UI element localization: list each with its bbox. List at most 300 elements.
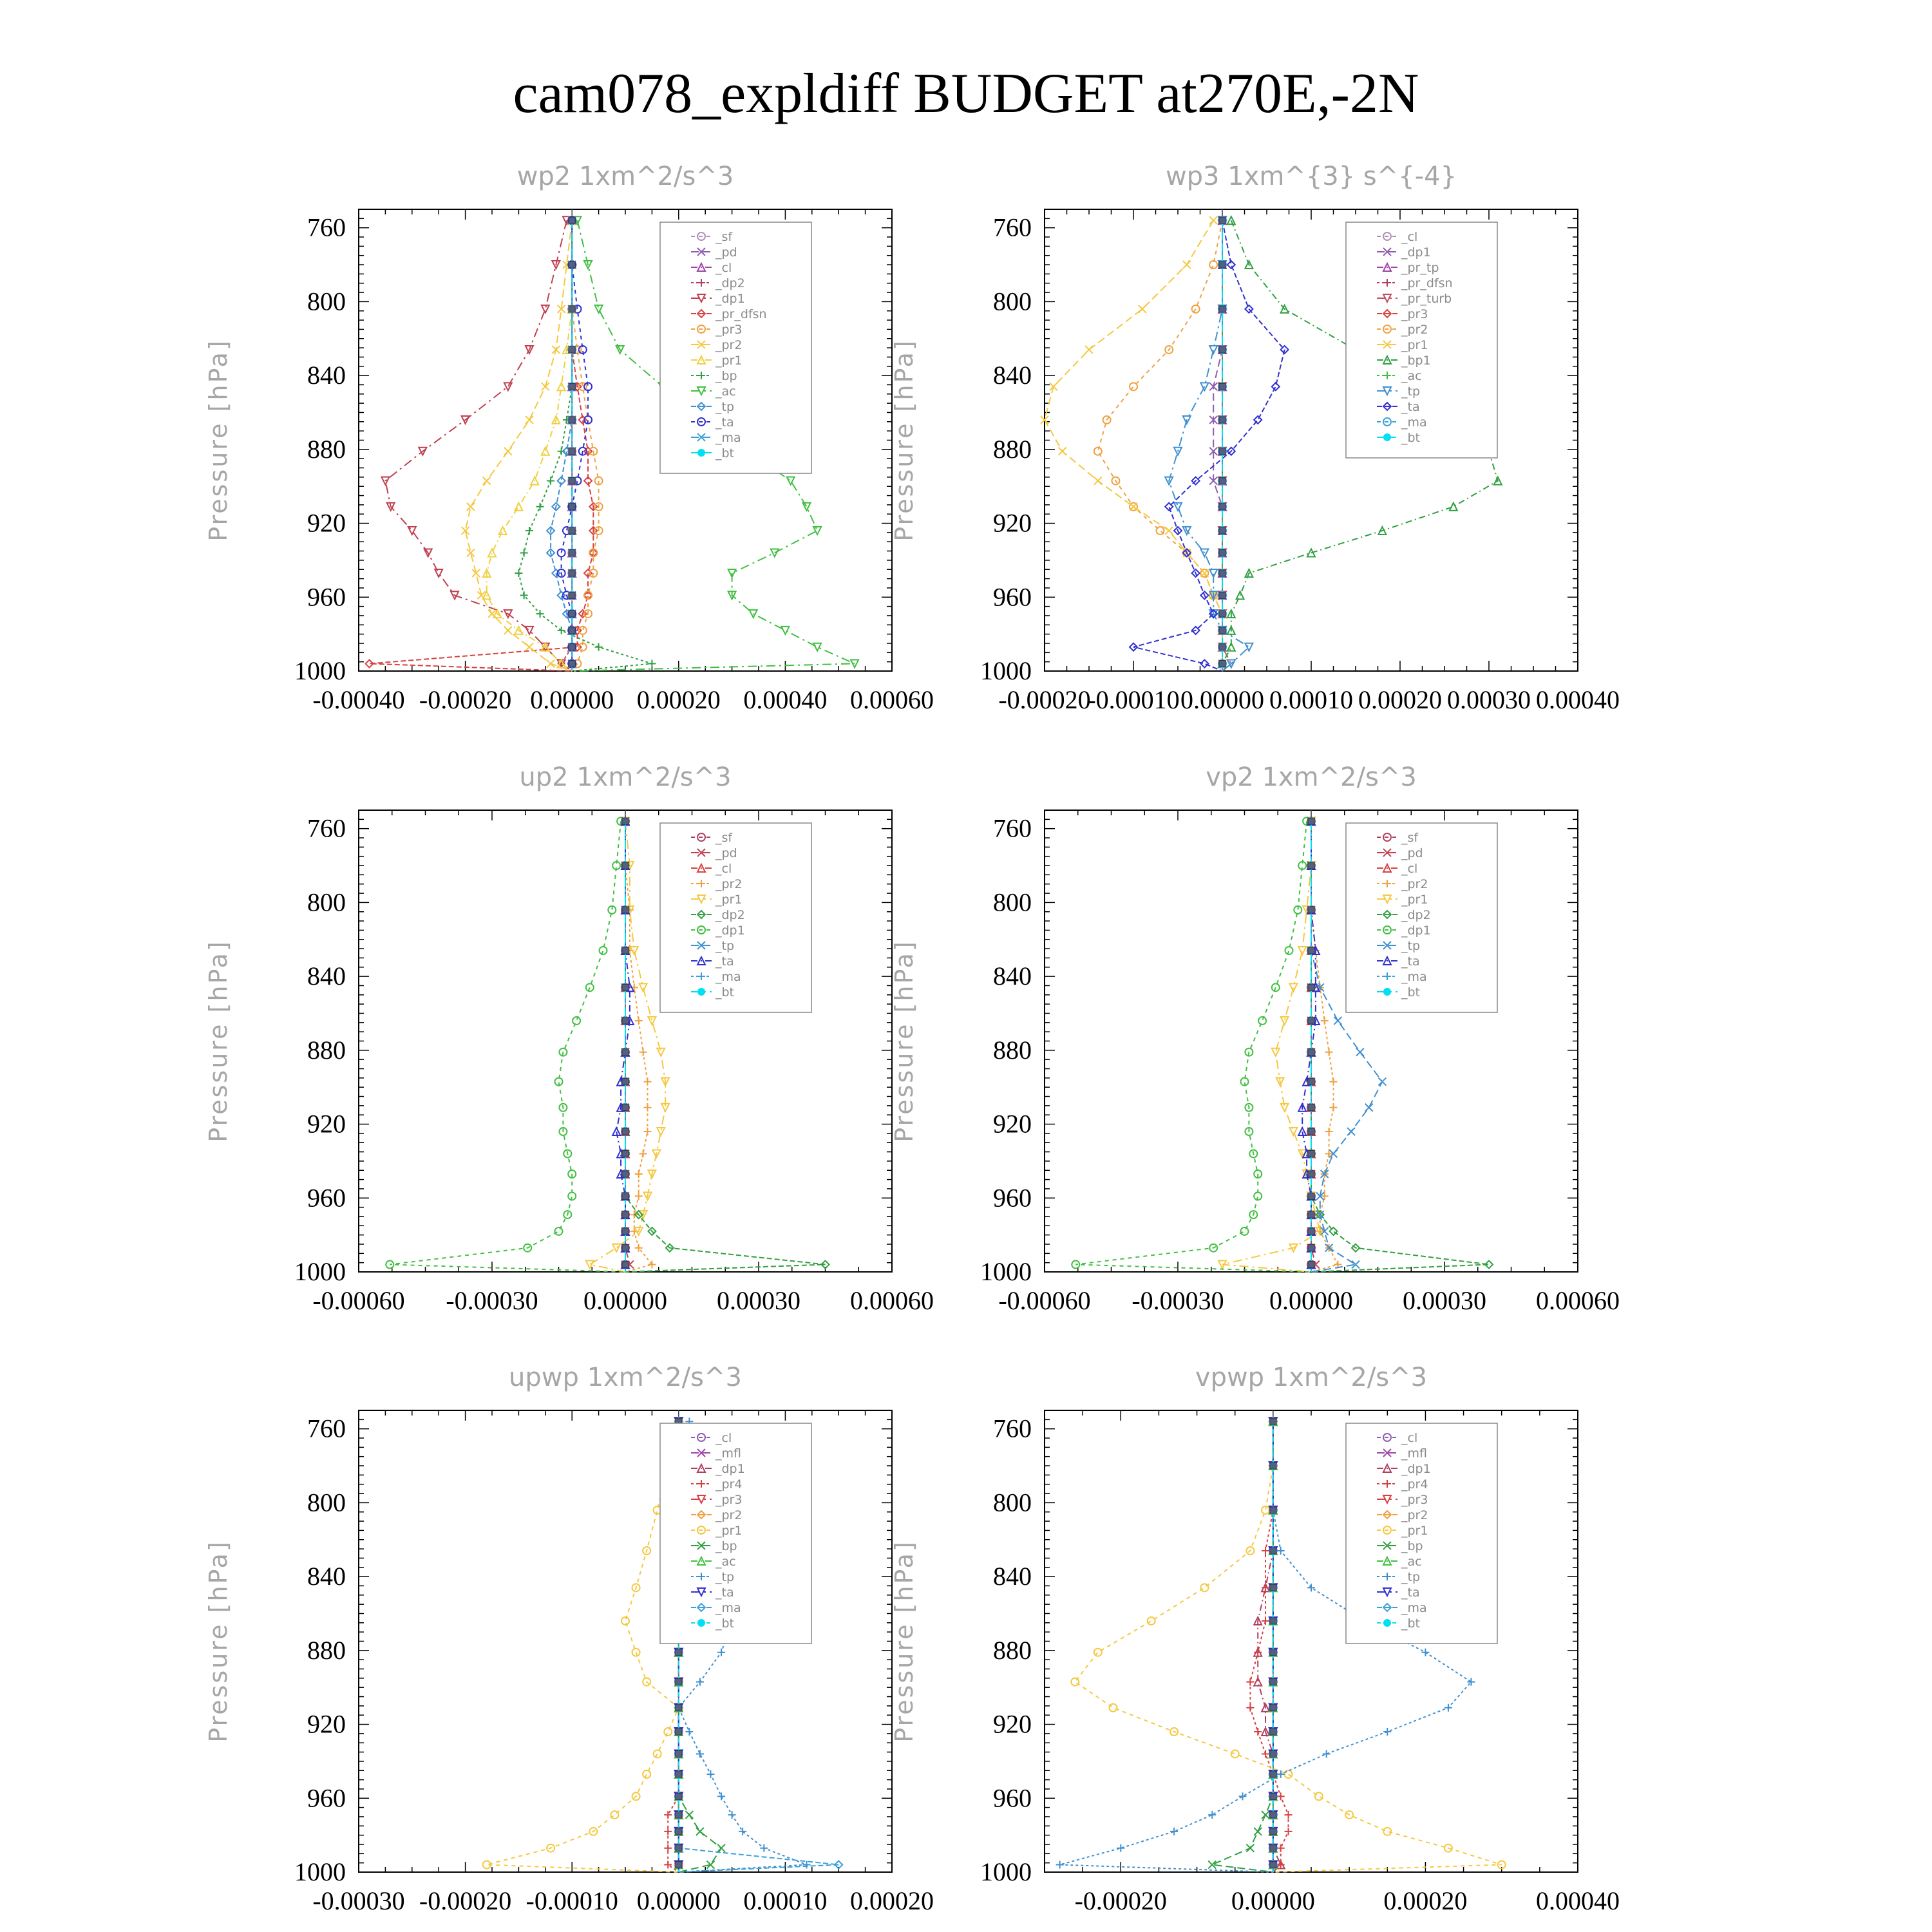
data-point [1270,1679,1276,1685]
data-point [1183,261,1191,269]
data-point [569,306,575,312]
series-line [1075,821,1311,1272]
data-point [1308,1193,1314,1199]
data-point [813,643,821,651]
legend-label: _dp1 [715,292,745,306]
data-point [676,1728,682,1735]
data-point [1315,1792,1323,1800]
data-point [558,448,565,455]
legend-label: _cl [715,862,732,876]
legend-label: _cl [715,1431,732,1445]
legend-label: _pr_dfsn [715,307,767,321]
data-point [558,383,565,390]
x-tick-label: 0.00000 [583,1286,667,1315]
data-point [639,1150,647,1157]
series-line [562,220,573,671]
x-tick-label: 0.00060 [850,685,934,714]
series-pr1 [483,1417,683,1872]
y-tick-label: 800 [307,287,346,316]
data-point [1219,661,1226,667]
data-point [1165,527,1173,535]
legend-label: _bt [1401,1616,1421,1631]
data-point [1277,1792,1285,1800]
legend [660,823,811,1012]
legend-label: _pd [715,846,737,860]
data-point [1308,1104,1314,1111]
legend-label: _pr2 [1401,1508,1428,1522]
legend-label: _pr3 [1401,1493,1428,1507]
y-tick-label: 760 [307,1414,346,1443]
data-point [569,448,575,455]
x-tick-label: 0.00040 [1536,685,1620,714]
data-point [1272,983,1280,991]
y-tick-label: 920 [993,508,1032,538]
legend-label: _ma [1401,415,1427,430]
data-point [622,984,629,990]
series-dp2 [558,216,576,671]
data-point [555,1227,563,1235]
series-line [1311,821,1338,1272]
data-point [1308,1150,1314,1157]
data-point [1421,1649,1429,1656]
legend-label: _pr2 [1401,877,1428,891]
data-point [1219,644,1226,650]
data-point [676,1828,682,1835]
y-tick-label: 840 [993,1562,1032,1591]
legend-label: _bp [715,1539,737,1553]
data-point [1308,1171,1314,1177]
data-point [586,983,594,991]
data-point [1174,503,1182,511]
data-point [1307,1584,1315,1591]
data-point [569,383,575,390]
data-point [1219,504,1226,510]
data-point [644,1128,652,1135]
data-point [1272,1048,1280,1056]
data-point [676,1812,682,1818]
legend-label: _ta [715,415,734,430]
data-point [520,549,528,556]
x-tick-label: 0.00030 [1403,1286,1486,1315]
series-ta [612,817,634,1272]
legend-label: _pr3 [715,1493,743,1507]
legend-label: _dp1 [715,923,745,938]
data-point [1209,569,1217,577]
data-point [635,1017,643,1025]
y-tick-label: 960 [993,1783,1032,1813]
series-line [370,220,594,671]
legend-label: _sf [715,831,733,845]
y-tick-label: 840 [993,961,1032,991]
data-point [1308,1245,1314,1251]
x-tick-label: -0.00030 [312,1886,405,1915]
data-point [644,1078,652,1086]
data-point [435,569,442,577]
legend-label: _cl [715,261,732,275]
legend-marker [697,449,705,457]
panel-vpwp [890,1363,1620,1915]
legend-label: _dp2 [1401,908,1431,922]
data-point [1246,1678,1254,1686]
panel-title: wp3 1xm^{3} s^{-4} [1165,162,1457,191]
y-tick-label: 1000 [980,1857,1032,1886]
data-point [1219,478,1226,484]
data-point [1156,527,1164,535]
data-point [1325,1048,1333,1056]
legend-label: _ac [1401,1555,1422,1569]
series-line [1222,220,1231,671]
data-point [526,416,533,424]
y-tick-label: 920 [993,1709,1032,1739]
data-point [664,1861,672,1869]
y-tick-label: 880 [307,1635,346,1665]
data-point [1285,1811,1293,1819]
data-point [1258,1017,1266,1025]
series-pr2 [1307,817,1341,1272]
y-tick-label: 960 [307,1783,346,1813]
data-point [569,592,575,598]
data-point [573,1017,580,1025]
data-point [569,611,575,617]
x-tick-label: 0.00000 [530,685,614,714]
y-tick-label: 880 [307,1035,346,1065]
legend-label: _pr2 [715,877,743,891]
data-point [1254,1678,1262,1686]
data-point [622,1150,629,1157]
y-axis-label: Pressure [hPa] [204,940,232,1142]
data-point [648,660,656,668]
data-point [569,504,575,510]
y-tick-label: 760 [307,213,346,242]
data-point [1308,1262,1314,1268]
x-tick-label: 0.00040 [1536,1886,1620,1915]
panel-title: vp2 1xm^2/s^3 [1206,762,1417,792]
y-tick-label: 1000 [294,1857,346,1886]
y-tick-label: 920 [993,1109,1032,1139]
data-point [685,1728,693,1736]
data-point [612,1244,620,1252]
data-point [1450,503,1457,511]
data-point [648,1017,656,1025]
series-line [390,821,625,1272]
data-point [1208,1811,1216,1819]
data-point [1094,448,1102,455]
legend-label: _tp [1401,939,1421,953]
data-point [676,1845,682,1852]
series-line [487,220,573,671]
plot-frame [1045,1410,1578,1872]
y-tick-label: 920 [307,1709,346,1739]
data-point [1219,306,1226,312]
data-point [664,1844,672,1852]
data-point [1270,1618,1276,1624]
y-tick-label: 960 [307,582,346,612]
data-point [1219,261,1226,268]
data-point [1308,1018,1314,1024]
data-point [569,346,575,353]
legend-label: _pr_dfsn [1401,276,1453,290]
data-point [1270,1548,1276,1554]
legend-label: _pr1 [715,1524,743,1538]
legend-label: _dp1 [1401,1462,1431,1476]
legend-label: _pr1 [1401,1524,1428,1538]
data-point [1308,1128,1314,1135]
legend-label: _ma [715,1601,741,1615]
data-point [1219,417,1226,423]
panel-up2 [204,762,934,1315]
data-point [1270,1828,1276,1835]
data-point [526,643,533,651]
data-point [504,448,512,455]
legend-label: _pr1 [1401,893,1428,907]
data-point [622,1049,629,1056]
series-bp [1208,1417,1277,1872]
y-tick-label: 800 [993,887,1032,917]
data-point [1270,1649,1276,1656]
legend-marker [1383,433,1391,441]
data-point [1219,383,1226,390]
x-tick-label: 0.00000 [1269,1286,1353,1315]
legend [660,1423,811,1643]
data-point [1270,1793,1276,1799]
series-dp1 [386,817,625,1272]
series-pr2 [621,817,656,1272]
data-point [569,261,575,268]
data-point [1270,1418,1276,1425]
data-point [622,1171,629,1177]
data-point [1308,947,1314,954]
data-point [1262,1811,1269,1819]
data-point [1323,1750,1331,1757]
legend-label: _pr4 [1401,1477,1428,1492]
data-point [1365,1104,1373,1112]
data-point [676,1750,682,1757]
data-point [622,1245,629,1251]
data-point [1170,1828,1178,1835]
legend-label: _bt [1401,985,1421,999]
data-point [622,907,629,913]
series-line [1098,220,1222,671]
data-point [569,644,575,650]
data-point [1308,1049,1314,1056]
series-pd [621,817,634,1272]
data-point [1270,1845,1276,1852]
y-tick-label: 1000 [294,1257,346,1286]
y-tick-label: 880 [993,1635,1032,1665]
y-tick-label: 920 [307,1109,346,1139]
data-point [542,383,549,390]
legend-label: _cl [1401,862,1418,876]
y-tick-label: 840 [993,361,1032,390]
y-tick-label: 800 [993,1488,1032,1517]
legend-label: _dp2 [715,276,745,290]
data-point [622,818,629,824]
data-point [1219,448,1226,455]
y-axis-label: Pressure [hPa] [204,1540,232,1743]
series-dp1 [1072,817,1311,1272]
legend-label: _bt [715,1616,735,1631]
data-point [1321,1017,1329,1025]
x-tick-label: 0.00060 [850,1286,934,1315]
x-tick-label: -0.00020 [419,685,512,714]
data-point [1130,383,1137,390]
data-point [569,217,575,223]
data-point [676,1679,682,1685]
data-point [1239,1792,1247,1800]
y-tick-label: 760 [993,813,1032,843]
data-point [1219,627,1226,634]
data-point [1109,1704,1117,1712]
x-tick-label: 0.00020 [1383,1886,1468,1915]
data-point [717,1792,725,1800]
data-point [1298,947,1306,954]
legend-label: _pr_turb [1401,292,1452,306]
series-line [1045,220,1222,671]
panel-title: upwp 1xm^2/s^3 [509,1363,742,1392]
x-tick-label: 0.00000 [1231,1886,1315,1915]
data-point [1277,1770,1285,1778]
data-point [1270,1463,1276,1469]
data-point [1383,1728,1391,1736]
legend-label: _ac [1401,369,1422,383]
legend-label: _ac [715,1555,736,1569]
data-point [739,1828,746,1835]
y-tick-label: 1000 [294,656,346,685]
series-line [1212,1421,1273,1872]
panel-title: vpwp 1xm^2/s^3 [1195,1363,1428,1392]
data-point [621,1617,629,1625]
y-tick-label: 800 [993,287,1032,316]
data-point [1056,1861,1064,1869]
data-point [1308,1211,1314,1218]
series-line [518,220,652,671]
data-point [622,947,629,954]
data-point [1444,1704,1452,1712]
data-point [611,1811,618,1819]
data-point [1356,1048,1364,1056]
data-point [803,503,811,511]
data-point [813,527,821,535]
y-tick-label: 800 [307,887,346,917]
data-point [1200,569,1208,577]
y-tick-label: 760 [307,813,346,843]
data-point [1289,1128,1297,1135]
legend-label: _pr1 [1401,338,1428,352]
y-tick-label: 840 [307,961,346,991]
data-point [717,1844,725,1852]
data-point [1262,1547,1269,1555]
data-point [1071,1678,1079,1686]
x-tick-label: -0.00020 [998,685,1091,714]
data-point [515,569,522,577]
legend-label: _pr2 [1401,323,1428,337]
data-point [579,627,587,634]
data-point [1246,1844,1254,1852]
data-point [1254,1828,1262,1835]
legend-label: _mfl [1401,1446,1427,1461]
data-point [569,417,575,423]
y-tick-label: 880 [307,434,346,464]
data-point [1094,1649,1102,1656]
data-point [1227,643,1235,651]
panel-title: up2 1xm^2/s^3 [519,762,732,792]
data-point [1285,1828,1293,1835]
data-point [685,1811,693,1819]
data-point [595,643,603,651]
legend [1346,222,1497,458]
legend-label: _sf [1401,831,1419,845]
data-point [648,1261,656,1269]
data-point [781,627,789,634]
series-pr3 [568,216,602,671]
y-axis-label: Pressure [hPa] [890,339,918,542]
data-point [657,1048,665,1056]
series-bt [1219,217,1226,671]
data-point [1209,216,1217,224]
data-point [1308,907,1314,913]
data-point [676,1705,682,1711]
data-point [504,627,512,634]
data-point [696,1750,704,1757]
data-point [1321,1192,1329,1200]
legend-label: _ta [715,954,734,969]
legend-label: _dp1 [1401,923,1431,938]
legend-label: _dp2 [715,908,745,922]
data-point [515,503,522,511]
data-point [622,1262,629,1268]
x-tick-label: -0.00060 [998,1286,1091,1315]
data-point [622,1211,629,1218]
legend-label: _mfl [715,1446,741,1461]
data-point [676,1862,682,1868]
x-tick-label: -0.00010 [526,1886,618,1915]
y-tick-label: 760 [993,1414,1032,1443]
legend-label: _dp1 [1401,245,1431,260]
legend-label: _bp [1401,1539,1423,1553]
data-point [1378,1078,1386,1086]
plot-frame [359,1410,892,1872]
data-point [622,1228,629,1235]
data-point [635,1192,643,1200]
series-line [466,220,573,671]
legend-label: _bt [715,446,735,460]
data-point [1308,984,1314,990]
data-point [664,1811,672,1819]
data-point [569,549,575,556]
series-line [572,220,598,671]
x-tick-label: 0.00010 [1269,685,1353,714]
data-point [1270,1812,1276,1818]
data-point [1219,217,1226,223]
y-tick-label: 800 [307,1488,346,1517]
legend-marker [697,988,705,996]
data-point [1246,1704,1254,1712]
series-line [562,220,588,671]
data-point [1148,1617,1155,1625]
data-point [1334,1017,1341,1025]
data-point [1241,1227,1249,1235]
data-point [499,527,507,535]
data-point [1130,503,1137,511]
legend-label: _pd [715,245,737,260]
data-point [1209,346,1217,354]
data-point [536,503,544,511]
legend-label: _bt [1401,431,1421,445]
data-point [622,1193,629,1199]
series-pr2 [1094,216,1226,671]
data-point [1308,1228,1314,1235]
data-point [1117,1844,1124,1852]
